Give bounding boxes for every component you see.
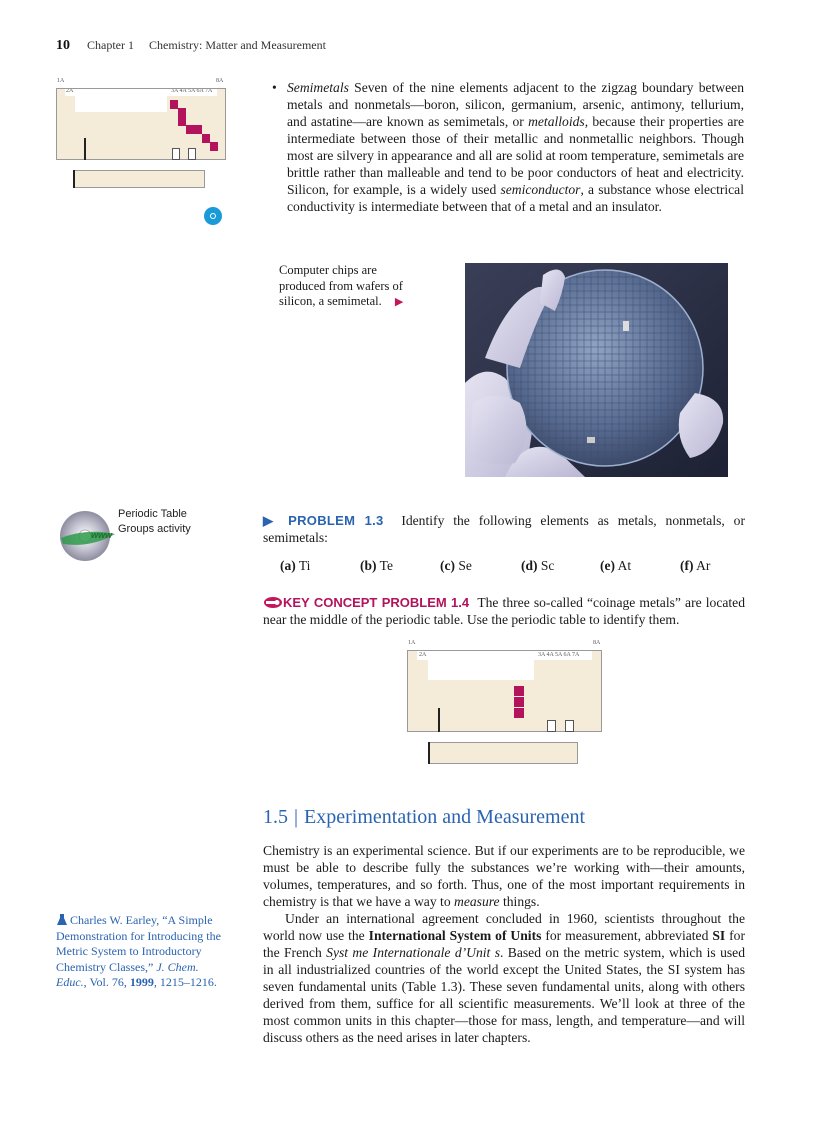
section-heading	[263, 806, 585, 829]
problem-1-3-label: ▶ PROBLEM 1.3	[263, 513, 384, 528]
choice-b: (b) Te	[360, 558, 393, 573]
problem-1-3-text: Identify the following elements as metals, nonmetals, or semimetals:	[263, 513, 745, 545]
page-number: 10	[56, 38, 70, 53]
flask-icon	[56, 914, 68, 926]
media-cd-icon[interactable]	[57, 508, 117, 564]
running-header	[56, 38, 326, 54]
key-concept-1-4	[263, 594, 745, 628]
semimetals-text-1: Seven of the nine elements adjacent to the zigzag boundary between metals and nonmetals—boron, silicon, germanium, arsenic, antimony, tellurium, and astatine—are known as semimetals, or	[287, 80, 744, 129]
choice-d: (d) Sc	[521, 558, 555, 573]
semimetals-paragraph	[272, 79, 744, 215]
key-concept-text: The three so-called “coinage metals” are located near the middle of the periodic table. Use the periodic table to identify them.	[263, 595, 745, 627]
key-concept-icon	[263, 596, 283, 609]
choice-c: (c) Se	[440, 558, 472, 573]
periodic-table-semimetals	[56, 80, 226, 195]
ref-year: 1999	[129, 975, 154, 989]
pt-label-2a: 2A	[66, 88, 74, 94]
journal-name: J. Chem. Educ.	[56, 959, 199, 989]
term-semiconductor: semiconductor	[500, 182, 581, 197]
choice-f: (f) Ar	[680, 558, 711, 573]
term-metalloids: metalloids	[528, 114, 585, 129]
term-measure: measure	[454, 894, 500, 909]
media-link-line1: Periodic Table	[118, 508, 187, 520]
photo-caption	[279, 263, 419, 311]
chapter-label: Chapter 1	[87, 38, 134, 52]
key-concept-label: KEY CONCEPT PROBLEM 1.4	[283, 595, 470, 610]
www-badge: www	[91, 530, 113, 540]
caption-arrow-icon: ▶	[394, 296, 404, 308]
pt2-label-1a: 1A	[408, 640, 416, 646]
media-link-line2: Groups activity	[118, 523, 191, 535]
body-paragraph-1: Chemistry is an experimental science. But if our experiments are to be reproducible, we must be able to describe fully the substances we’re working with—their amounts, volumes, temperatures, and so forth. Thus, one of the most important requirements in chemistry is that we have a way to measure things.	[263, 843, 745, 909]
pt-label-1a: 1A	[57, 78, 65, 84]
media-link-label[interactable]	[118, 507, 191, 537]
pt-label-8a: 8A	[216, 78, 224, 84]
periodic-table-coinage	[407, 642, 602, 767]
section-title: Experimentation and Measurement	[304, 806, 586, 828]
margin-reference[interactable]: Charles W. Earley, “A Simple Demonstration for Introducing the Metric System to Introductory Chemistry Classes,” J. Chem. Educ., Vol. 76, 1999, 1215–1216.	[56, 913, 221, 989]
pt-label-groups: 3A 4A 5A 6A 7A	[171, 88, 213, 94]
section-body	[263, 842, 745, 1046]
body-paragraph-2: Under an international agreement concluded in 1960, scientists throughout the world now use the International System of Units for measurement, abbreviated SI for the French Syst me Internationale d’Unit s. Based on the metric system, which is used in all industrialized countries of the world except the United States, the SI system has seven fundamental units (Table 1.3). These seven fundamental units, along with others derived from them, suffice for all scientific measurements. We’ll look at three of the most common units in this chapter—those for mass, length, and temperature—and will discuss others as the need arises in later chapters.	[263, 911, 746, 1045]
choice-a: (a) Ti	[280, 558, 311, 573]
pt2-label-2a: 2A	[419, 652, 427, 658]
pt2-label-groups: 3A 4A 5A 6A 7A	[538, 652, 580, 658]
problem-1-3	[263, 512, 745, 546]
semimetals-text-3: , a substance whose electrical conductivity is intermediate between that of a metal and an insulator.	[287, 182, 744, 214]
semimetals-text-2: , because their properties are intermediate between those of their metallic and nonmetallic neighbors. Though most are silvery in appearance and all are solid at room temperature, semimetals are brittle rather than malleable and tend to be poor conductors of heat and electricity. Silicon, for example, is a widely used	[287, 114, 744, 197]
choice-e: (e) At	[600, 558, 632, 573]
term-si: SI	[712, 928, 726, 943]
term-semimetals: Semimetals	[287, 80, 349, 95]
chapter-title: Chemistry: Matter and Measurement	[149, 38, 326, 52]
term-french: Syst me Internationale d’Unit s	[326, 945, 500, 960]
silicon-wafer-photo	[465, 263, 728, 477]
bullet: •	[272, 80, 277, 95]
pt2-label-8a: 8A	[593, 640, 601, 646]
cd-icon[interactable]	[204, 207, 222, 225]
section-separator: |	[294, 806, 299, 828]
section-number: 1.5	[263, 806, 288, 828]
term-si-full: International System of Units	[368, 928, 542, 943]
caption-text: Computer chips are produced from wafers of silicon, a semimetal.	[279, 263, 403, 308]
